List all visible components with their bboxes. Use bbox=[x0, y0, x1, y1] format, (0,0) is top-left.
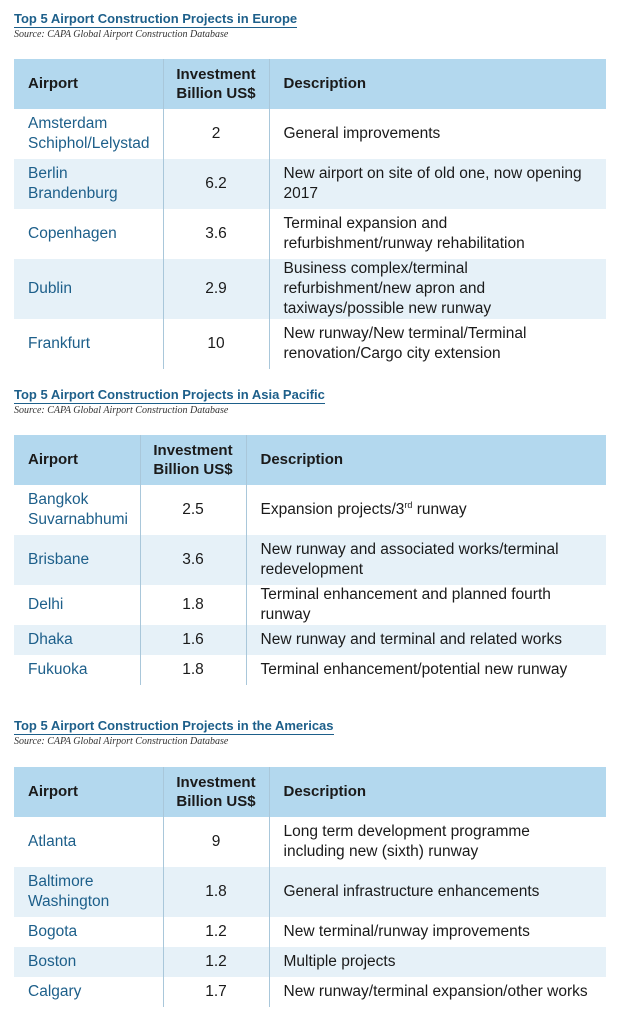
section-title: Top 5 Airport Construction Projects in Europe bbox=[14, 11, 298, 26]
airport-cell: Calgary bbox=[14, 977, 163, 1007]
investment-cell: 2.5 bbox=[140, 485, 246, 535]
investment-cell: 1.6 bbox=[140, 625, 246, 655]
description-cell: New runway/New terminal/Terminal renovation/Cargo city extension bbox=[269, 319, 606, 369]
description-cell: New runway/terminal expansion/other works bbox=[269, 977, 606, 1007]
investment-cell: 10 bbox=[163, 319, 269, 369]
table-row bbox=[14, 817, 606, 867]
investment-cell: 3.6 bbox=[140, 535, 246, 585]
description-cell: New runway and terminal and related works bbox=[246, 625, 606, 655]
table-row bbox=[14, 977, 606, 1007]
airport-cell: Bangkok Suvarnabhumi bbox=[14, 485, 140, 535]
projects-table bbox=[14, 59, 606, 369]
description-cell: Multiple projects bbox=[269, 947, 606, 977]
airport-cell: Frankfurt bbox=[14, 319, 163, 369]
airport-cell: Brisbane bbox=[14, 535, 140, 585]
investment-cell: 1.8 bbox=[140, 585, 246, 625]
col-header-investment bbox=[163, 767, 269, 817]
table-row bbox=[14, 159, 606, 209]
col-header-investment-line2: Billion US$ bbox=[153, 461, 233, 478]
investment-cell: 3.6 bbox=[163, 209, 269, 259]
section-source: Source: CAPA Global Airport Construction Database bbox=[14, 405, 229, 416]
table-row bbox=[14, 625, 606, 655]
investment-cell: 1.2 bbox=[163, 917, 269, 947]
airport-cell: Atlanta bbox=[14, 817, 163, 867]
col-header-airport: Airport bbox=[14, 435, 140, 485]
airport-cell: Dublin bbox=[14, 259, 163, 319]
projects-table bbox=[14, 767, 606, 1007]
table-row bbox=[14, 947, 606, 977]
table-row bbox=[14, 655, 606, 685]
table-header-row bbox=[14, 767, 606, 817]
airport-cell: Bogota bbox=[14, 917, 163, 947]
airport-cell: Baltimore Washington bbox=[14, 867, 163, 917]
investment-cell: 2 bbox=[163, 109, 269, 159]
col-header-description: Description bbox=[246, 435, 606, 485]
description-text: Expansion projects/3 bbox=[260, 501, 405, 518]
description-cell: Terminal enhancement/potential new runway bbox=[246, 655, 606, 685]
col-header-description: Description bbox=[269, 767, 606, 817]
table-row bbox=[14, 209, 606, 259]
investment-cell: 1.2 bbox=[163, 947, 269, 977]
airport-cell: Delhi bbox=[14, 585, 140, 625]
description-cell: New runway and associated works/terminal redevelopment bbox=[246, 535, 606, 585]
section-title: Top 5 Airport Construction Projects in Asia Pacific bbox=[14, 387, 325, 402]
description-cell bbox=[246, 485, 606, 535]
col-header-investment bbox=[163, 59, 269, 109]
investment-cell: 1.8 bbox=[163, 867, 269, 917]
airport-cell: Dhaka bbox=[14, 625, 140, 655]
table-row bbox=[14, 917, 606, 947]
section-title: Top 5 Airport Construction Projects in the Americas bbox=[14, 718, 334, 733]
table-row bbox=[14, 585, 606, 625]
section-americas bbox=[14, 717, 606, 1007]
table-row bbox=[14, 867, 606, 917]
investment-cell: 1.8 bbox=[140, 655, 246, 685]
section-asia-pacific bbox=[14, 386, 606, 685]
col-header-investment-line1: Investment bbox=[176, 66, 256, 83]
table-row bbox=[14, 259, 606, 319]
description-cell: General improvements bbox=[269, 109, 606, 159]
col-header-investment-line2: Billion US$ bbox=[176, 793, 256, 810]
investment-cell: 2.9 bbox=[163, 259, 269, 319]
col-header-investment bbox=[140, 435, 246, 485]
airport-cell: Boston bbox=[14, 947, 163, 977]
investment-cell: 1.7 bbox=[163, 977, 269, 1007]
table-row bbox=[14, 109, 606, 159]
airport-cell: Fukuoka bbox=[14, 655, 140, 685]
table-header-row bbox=[14, 59, 606, 109]
col-header-investment-line1: Investment bbox=[176, 774, 256, 791]
section-source: Source: CAPA Global Airport Construction Database bbox=[14, 29, 229, 40]
col-header-investment-line1: Investment bbox=[153, 442, 233, 459]
description-text-after: runway bbox=[412, 501, 467, 518]
description-cell: General infrastructure enhancements bbox=[269, 867, 606, 917]
table-row bbox=[14, 319, 606, 369]
table-row bbox=[14, 485, 606, 535]
ordinal-suffix: rd bbox=[404, 499, 413, 510]
description-cell: New terminal/runway improvements bbox=[269, 917, 606, 947]
col-header-investment-line2: Billion US$ bbox=[176, 85, 256, 102]
airport-cell: Berlin Brandenburg bbox=[14, 159, 163, 209]
investment-cell: 9 bbox=[163, 817, 269, 867]
description-cell: Long term development programme including new (sixth) runway bbox=[269, 817, 606, 867]
table-row bbox=[14, 535, 606, 585]
investment-cell: 6.2 bbox=[163, 159, 269, 209]
section-europe bbox=[14, 10, 606, 369]
col-header-airport: Airport bbox=[14, 59, 163, 109]
description-cell: Terminal expansion and refurbishment/runway rehabilitation bbox=[269, 209, 606, 259]
airport-cell: Copenhagen bbox=[14, 209, 163, 259]
col-header-description: Description bbox=[269, 59, 606, 109]
description-cell: Terminal enhancement and planned fourth runway bbox=[246, 585, 606, 625]
table-header-row bbox=[14, 435, 606, 485]
section-source: Source: CAPA Global Airport Construction Database bbox=[14, 736, 229, 747]
airport-cell: Amsterdam Schiphol/Lelystad bbox=[14, 109, 163, 159]
description-cell: New airport on site of old one, now opening 2017 bbox=[269, 159, 606, 209]
col-header-airport: Airport bbox=[14, 767, 163, 817]
projects-table bbox=[14, 435, 606, 685]
description-cell: Business complex/terminal refurbishment/new apron and taxiways/possible new runway bbox=[269, 259, 606, 319]
